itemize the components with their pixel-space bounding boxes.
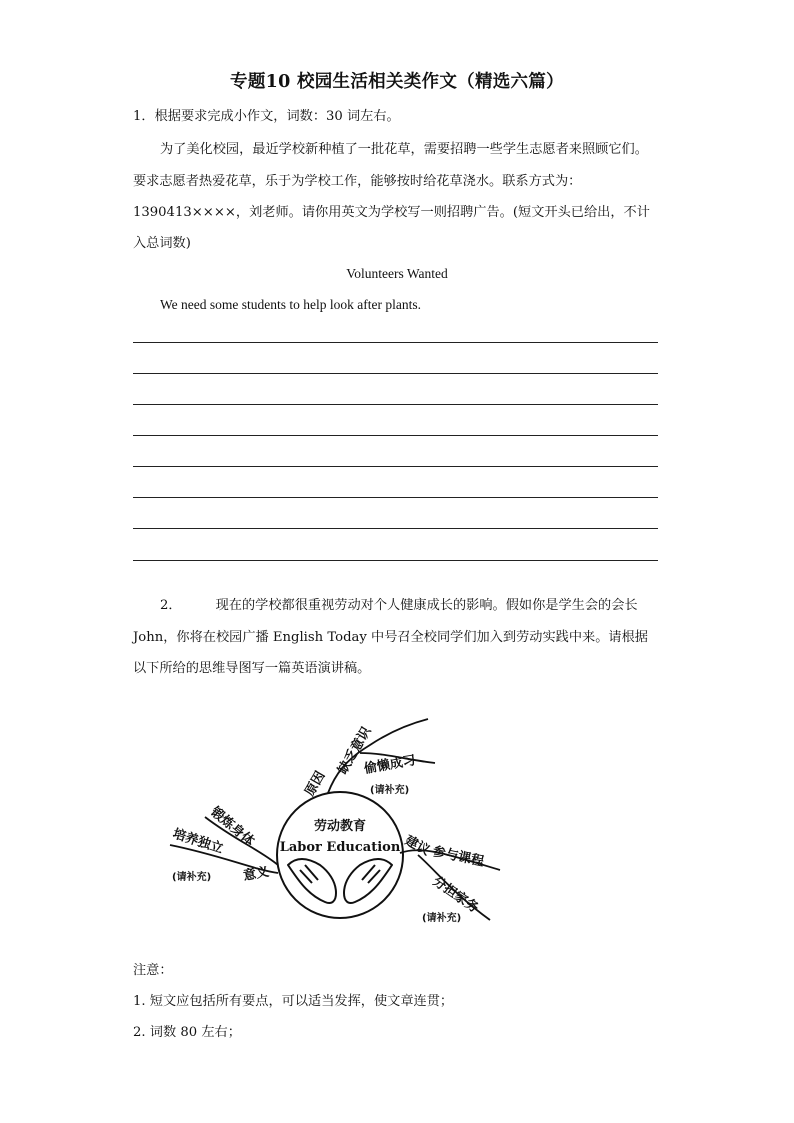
- q2-line-1: [160, 599, 638, 612]
- page-title: 专题10 校园生活相关类作文（精选六篇）: [230, 72, 564, 92]
- q2-number: 2．: [160, 598, 182, 613]
- center-cn: 劳动教育: [313, 819, 367, 834]
- q1-paragraph-line-1: 为了美化校园，最近学校新种植了一批花草，需要招聘一些学生志愿者来照顾它们。: [160, 142, 648, 157]
- writing-line: [133, 373, 658, 374]
- q1-essay-opening: We need some students to help look after plants.: [160, 297, 421, 312]
- meaning-more: (请补充): [172, 872, 212, 883]
- suggestion-more: (请补充): [422, 913, 462, 924]
- notes-heading: 注意：: [133, 963, 173, 978]
- q1-question: [133, 110, 400, 123]
- meaning-item-1: 锻炼身体: [207, 804, 257, 850]
- q2-line-3: 以下所给的思维导图写一篇英语演讲稿。: [133, 661, 371, 676]
- writing-line: [133, 497, 658, 498]
- writing-line: [133, 560, 658, 561]
- center-circle: [277, 792, 403, 918]
- reason-label: 原因: [302, 768, 329, 799]
- suggestion-item-1: 参与课程: [431, 844, 486, 870]
- writing-line: [133, 342, 658, 343]
- q1-number: 1．: [133, 109, 155, 124]
- writing-line: [133, 404, 658, 405]
- center-en: Labor Education: [279, 840, 401, 855]
- q1-prompt: 根据要求完成小作文，词数：30 词左右。: [154, 109, 400, 124]
- q1-paragraph-line-4: 入总词数): [133, 236, 191, 251]
- writing-line: [133, 528, 658, 529]
- writing-line: [133, 435, 658, 436]
- reason-item-1: 缺乏意识: [335, 724, 375, 777]
- suggestion-item-2: 分担家务: [429, 873, 481, 917]
- q1-paragraph-line-3: 1390413××××，刘老师。请你用英文为学校写一则招聘广告。(短文开头已给出，不计: [133, 205, 650, 220]
- writing-line: [133, 466, 658, 467]
- hands-icon: [288, 859, 392, 903]
- notes-item-2: 2. 词数 80 左右；: [133, 1025, 241, 1040]
- notes-item-1: 1. 短文应包括所有要点，可以适当发挥，使文章连贯；: [133, 994, 454, 1009]
- meaning-label: 意义: [242, 864, 271, 884]
- suggestion-label: 建议: [402, 833, 433, 859]
- q2-line-1-text: 现在的学校都很重视劳动对个人健康成长的影响。假如你是学生会的会长: [215, 598, 638, 613]
- reason-item-2: 偷懒成习: [363, 753, 417, 777]
- reason-more: (请补充): [370, 785, 410, 796]
- mind-map: [160, 705, 520, 935]
- meaning-item-2: 培养独立: [170, 826, 225, 857]
- q1-essay-heading: Volunteers Wanted: [346, 266, 448, 281]
- q2-line-2: John，你将在校园广播 English Today 中号召全校同学们加入到劳动实践中来。请根据: [133, 630, 648, 645]
- q1-paragraph-line-2: 要求志愿者热爱花草，乐于为学校工作，能够按时给花草浇水。联系方式为：: [133, 174, 582, 189]
